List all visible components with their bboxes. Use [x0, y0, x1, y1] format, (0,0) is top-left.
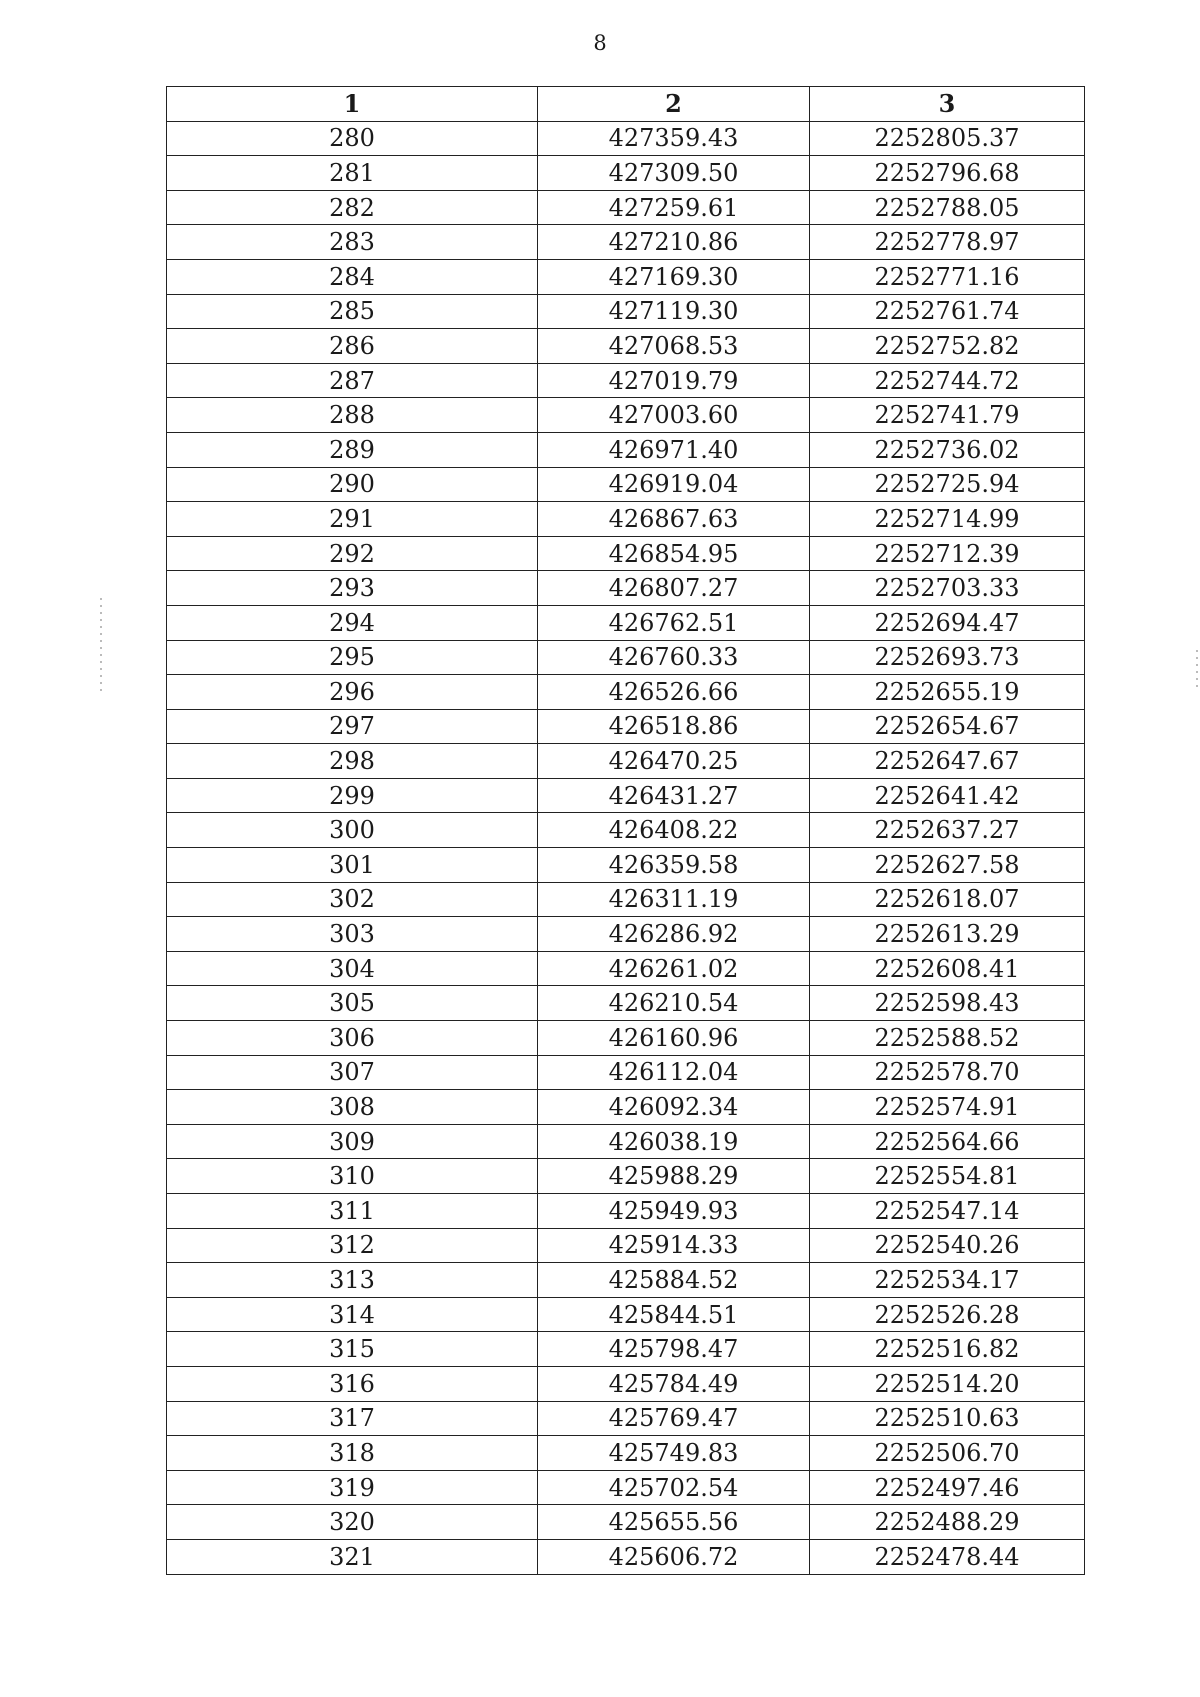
table-row: [167, 1159, 1085, 1194]
y-coordinate-cell: 2252547.14: [810, 1194, 1085, 1229]
point-number-cell: 285: [167, 294, 538, 329]
point-number-cell: 292: [167, 536, 538, 571]
x-coordinate-cell: 425798.47: [538, 1332, 810, 1367]
point-number-cell: 280: [167, 121, 538, 156]
y-coordinate-cell: 2252744.72: [810, 363, 1085, 398]
point-number-cell: 284: [167, 259, 538, 294]
x-coordinate-cell: 425988.29: [538, 1159, 810, 1194]
table-row: [167, 778, 1085, 813]
point-number-cell: 309: [167, 1124, 538, 1159]
x-coordinate-cell: 426359.58: [538, 848, 810, 883]
y-coordinate-cell: 2252771.16: [810, 259, 1085, 294]
x-coordinate-cell: 426210.54: [538, 986, 810, 1021]
x-coordinate-cell: 426286.92: [538, 917, 810, 952]
point-number-cell: 291: [167, 502, 538, 537]
point-number-cell: 305: [167, 986, 538, 1021]
table-row: [167, 502, 1085, 537]
column-header-1: 1: [167, 87, 538, 122]
x-coordinate-cell: 426867.63: [538, 502, 810, 537]
y-coordinate-cell: 2252714.99: [810, 502, 1085, 537]
x-coordinate-cell: 425914.33: [538, 1228, 810, 1263]
x-coordinate-cell: 426431.27: [538, 778, 810, 813]
point-number-cell: 306: [167, 1021, 538, 1056]
point-number-cell: 310: [167, 1159, 538, 1194]
table-row: [167, 813, 1085, 848]
x-coordinate-cell: 425749.83: [538, 1436, 810, 1471]
point-number-cell: 295: [167, 640, 538, 675]
point-number-cell: 282: [167, 190, 538, 225]
table-row: [167, 1505, 1085, 1540]
table-row: [167, 329, 1085, 364]
y-coordinate-cell: 2252506.70: [810, 1436, 1085, 1471]
y-coordinate-cell: 2252693.73: [810, 640, 1085, 675]
table-row: [167, 675, 1085, 710]
column-header-2: 2: [538, 87, 810, 122]
y-coordinate-cell: 2252752.82: [810, 329, 1085, 364]
point-number-cell: 319: [167, 1470, 538, 1505]
y-coordinate-cell: 2252526.28: [810, 1297, 1085, 1332]
x-coordinate-cell: 425949.93: [538, 1194, 810, 1229]
table-row: [167, 951, 1085, 986]
x-coordinate-cell: 427019.79: [538, 363, 810, 398]
table-row: [167, 536, 1085, 571]
x-coordinate-cell: 425784.49: [538, 1366, 810, 1401]
point-number-cell: 311: [167, 1194, 538, 1229]
y-coordinate-cell: 2252736.02: [810, 432, 1085, 467]
y-coordinate-cell: 2252712.39: [810, 536, 1085, 571]
table-row: [167, 1297, 1085, 1332]
point-number-cell: 289: [167, 432, 538, 467]
x-coordinate-cell: 427359.43: [538, 121, 810, 156]
table-row: [167, 1332, 1085, 1367]
y-coordinate-cell: 2252578.70: [810, 1055, 1085, 1090]
x-coordinate-cell: 426854.95: [538, 536, 810, 571]
point-number-cell: 281: [167, 156, 538, 191]
point-number-cell: 296: [167, 675, 538, 710]
table-row: [167, 640, 1085, 675]
y-coordinate-cell: 2252778.97: [810, 225, 1085, 260]
y-coordinate-cell: 2252534.17: [810, 1263, 1085, 1298]
table-row: [167, 571, 1085, 606]
table-row: [167, 917, 1085, 952]
y-coordinate-cell: 2252516.82: [810, 1332, 1085, 1367]
x-coordinate-cell: 427169.30: [538, 259, 810, 294]
table-row: [167, 259, 1085, 294]
table-row: [167, 1263, 1085, 1298]
y-coordinate-cell: 2252554.81: [810, 1159, 1085, 1194]
table-row: [167, 1021, 1085, 1056]
y-coordinate-cell: 2252627.58: [810, 848, 1085, 883]
table-row: [167, 1124, 1085, 1159]
table-row: [167, 190, 1085, 225]
point-number-cell: 297: [167, 709, 538, 744]
x-coordinate-cell: 426038.19: [538, 1124, 810, 1159]
point-number-cell: 286: [167, 329, 538, 364]
point-number-cell: 308: [167, 1090, 538, 1125]
y-coordinate-cell: 2252613.29: [810, 917, 1085, 952]
table-row: [167, 225, 1085, 260]
table-row: [167, 1401, 1085, 1436]
table-row: [167, 398, 1085, 433]
x-coordinate-cell: 426518.86: [538, 709, 810, 744]
x-coordinate-cell: 426160.96: [538, 1021, 810, 1056]
scan-edge-mark: [1196, 650, 1198, 690]
y-coordinate-cell: 2252510.63: [810, 1401, 1085, 1436]
y-coordinate-cell: 2252514.20: [810, 1366, 1085, 1401]
point-number-cell: 293: [167, 571, 538, 606]
x-coordinate-cell: 426112.04: [538, 1055, 810, 1090]
y-coordinate-cell: 2252654.67: [810, 709, 1085, 744]
x-coordinate-cell: 426526.66: [538, 675, 810, 710]
x-coordinate-cell: 426092.34: [538, 1090, 810, 1125]
y-coordinate-cell: 2252588.52: [810, 1021, 1085, 1056]
x-coordinate-cell: 427068.53: [538, 329, 810, 364]
point-number-cell: 301: [167, 848, 538, 883]
point-number-cell: 300: [167, 813, 538, 848]
y-coordinate-cell: 2252703.33: [810, 571, 1085, 606]
point-number-cell: 320: [167, 1505, 538, 1540]
x-coordinate-cell: 426760.33: [538, 640, 810, 675]
table-row: [167, 848, 1085, 883]
y-coordinate-cell: 2252598.43: [810, 986, 1085, 1021]
x-coordinate-cell: 425844.51: [538, 1297, 810, 1332]
point-number-cell: 317: [167, 1401, 538, 1436]
table-row: [167, 1090, 1085, 1125]
table-header: [167, 87, 1085, 122]
table-row: [167, 1228, 1085, 1263]
table-row: [167, 605, 1085, 640]
table-row: [167, 1539, 1085, 1574]
x-coordinate-cell: 426807.27: [538, 571, 810, 606]
table-row: [167, 1194, 1085, 1229]
y-coordinate-cell: 2252655.19: [810, 675, 1085, 710]
y-coordinate-cell: 2252694.47: [810, 605, 1085, 640]
y-coordinate-cell: 2252618.07: [810, 882, 1085, 917]
point-number-cell: 288: [167, 398, 538, 433]
x-coordinate-cell: 426261.02: [538, 951, 810, 986]
x-coordinate-cell: 426919.04: [538, 467, 810, 502]
point-number-cell: 298: [167, 744, 538, 779]
y-coordinate-cell: 2252761.74: [810, 294, 1085, 329]
x-coordinate-cell: 425606.72: [538, 1539, 810, 1574]
page-number: 8: [593, 31, 607, 55]
table-row: [167, 121, 1085, 156]
point-number-cell: 294: [167, 605, 538, 640]
y-coordinate-cell: 2252725.94: [810, 467, 1085, 502]
x-coordinate-cell: 425655.56: [538, 1505, 810, 1540]
y-coordinate-cell: 2252641.42: [810, 778, 1085, 813]
point-number-cell: 313: [167, 1263, 538, 1298]
table-row: [167, 363, 1085, 398]
table-row: [167, 744, 1085, 779]
y-coordinate-cell: 2252540.26: [810, 1228, 1085, 1263]
x-coordinate-cell: 427119.30: [538, 294, 810, 329]
y-coordinate-cell: 2252608.41: [810, 951, 1085, 986]
y-coordinate-cell: 2252805.37: [810, 121, 1085, 156]
x-coordinate-cell: 425884.52: [538, 1263, 810, 1298]
point-number-cell: 314: [167, 1297, 538, 1332]
table-row: [167, 1436, 1085, 1471]
table-row: [167, 467, 1085, 502]
y-coordinate-cell: 2252478.44: [810, 1539, 1085, 1574]
table-row: [167, 1055, 1085, 1090]
point-number-cell: 315: [167, 1332, 538, 1367]
x-coordinate-cell: 426408.22: [538, 813, 810, 848]
header-row: [167, 87, 1085, 122]
table-row: [167, 986, 1085, 1021]
y-coordinate-cell: 2252497.46: [810, 1470, 1085, 1505]
x-coordinate-cell: 427210.86: [538, 225, 810, 260]
x-coordinate-cell: 426971.40: [538, 432, 810, 467]
y-coordinate-cell: 2252574.91: [810, 1090, 1085, 1125]
scan-edge-mark: [100, 598, 102, 693]
coordinates-table: [166, 86, 1085, 1575]
y-coordinate-cell: 2252637.27: [810, 813, 1085, 848]
point-number-cell: 321: [167, 1539, 538, 1574]
y-coordinate-cell: 2252741.79: [810, 398, 1085, 433]
column-header-3: 3: [810, 87, 1085, 122]
x-coordinate-cell: 427259.61: [538, 190, 810, 225]
point-number-cell: 287: [167, 363, 538, 398]
table-row: [167, 882, 1085, 917]
y-coordinate-cell: 2252488.29: [810, 1505, 1085, 1540]
point-number-cell: 302: [167, 882, 538, 917]
table-row: [167, 1366, 1085, 1401]
x-coordinate-cell: 425702.54: [538, 1470, 810, 1505]
table-row: [167, 709, 1085, 744]
table-row: [167, 156, 1085, 191]
table-row: [167, 432, 1085, 467]
point-number-cell: 318: [167, 1436, 538, 1471]
y-coordinate-cell: 2252564.66: [810, 1124, 1085, 1159]
point-number-cell: 312: [167, 1228, 538, 1263]
x-coordinate-cell: 426762.51: [538, 605, 810, 640]
x-coordinate-cell: 425769.47: [538, 1401, 810, 1436]
table-body: [167, 121, 1085, 1574]
x-coordinate-cell: 427003.60: [538, 398, 810, 433]
table-row: [167, 1470, 1085, 1505]
point-number-cell: 304: [167, 951, 538, 986]
point-number-cell: 299: [167, 778, 538, 813]
point-number-cell: 290: [167, 467, 538, 502]
y-coordinate-cell: 2252647.67: [810, 744, 1085, 779]
point-number-cell: 316: [167, 1366, 538, 1401]
table-row: [167, 294, 1085, 329]
y-coordinate-cell: 2252796.68: [810, 156, 1085, 191]
y-coordinate-cell: 2252788.05: [810, 190, 1085, 225]
point-number-cell: 307: [167, 1055, 538, 1090]
point-number-cell: 283: [167, 225, 538, 260]
point-number-cell: 303: [167, 917, 538, 952]
x-coordinate-cell: 426311.19: [538, 882, 810, 917]
x-coordinate-cell: 426470.25: [538, 744, 810, 779]
x-coordinate-cell: 427309.50: [538, 156, 810, 191]
